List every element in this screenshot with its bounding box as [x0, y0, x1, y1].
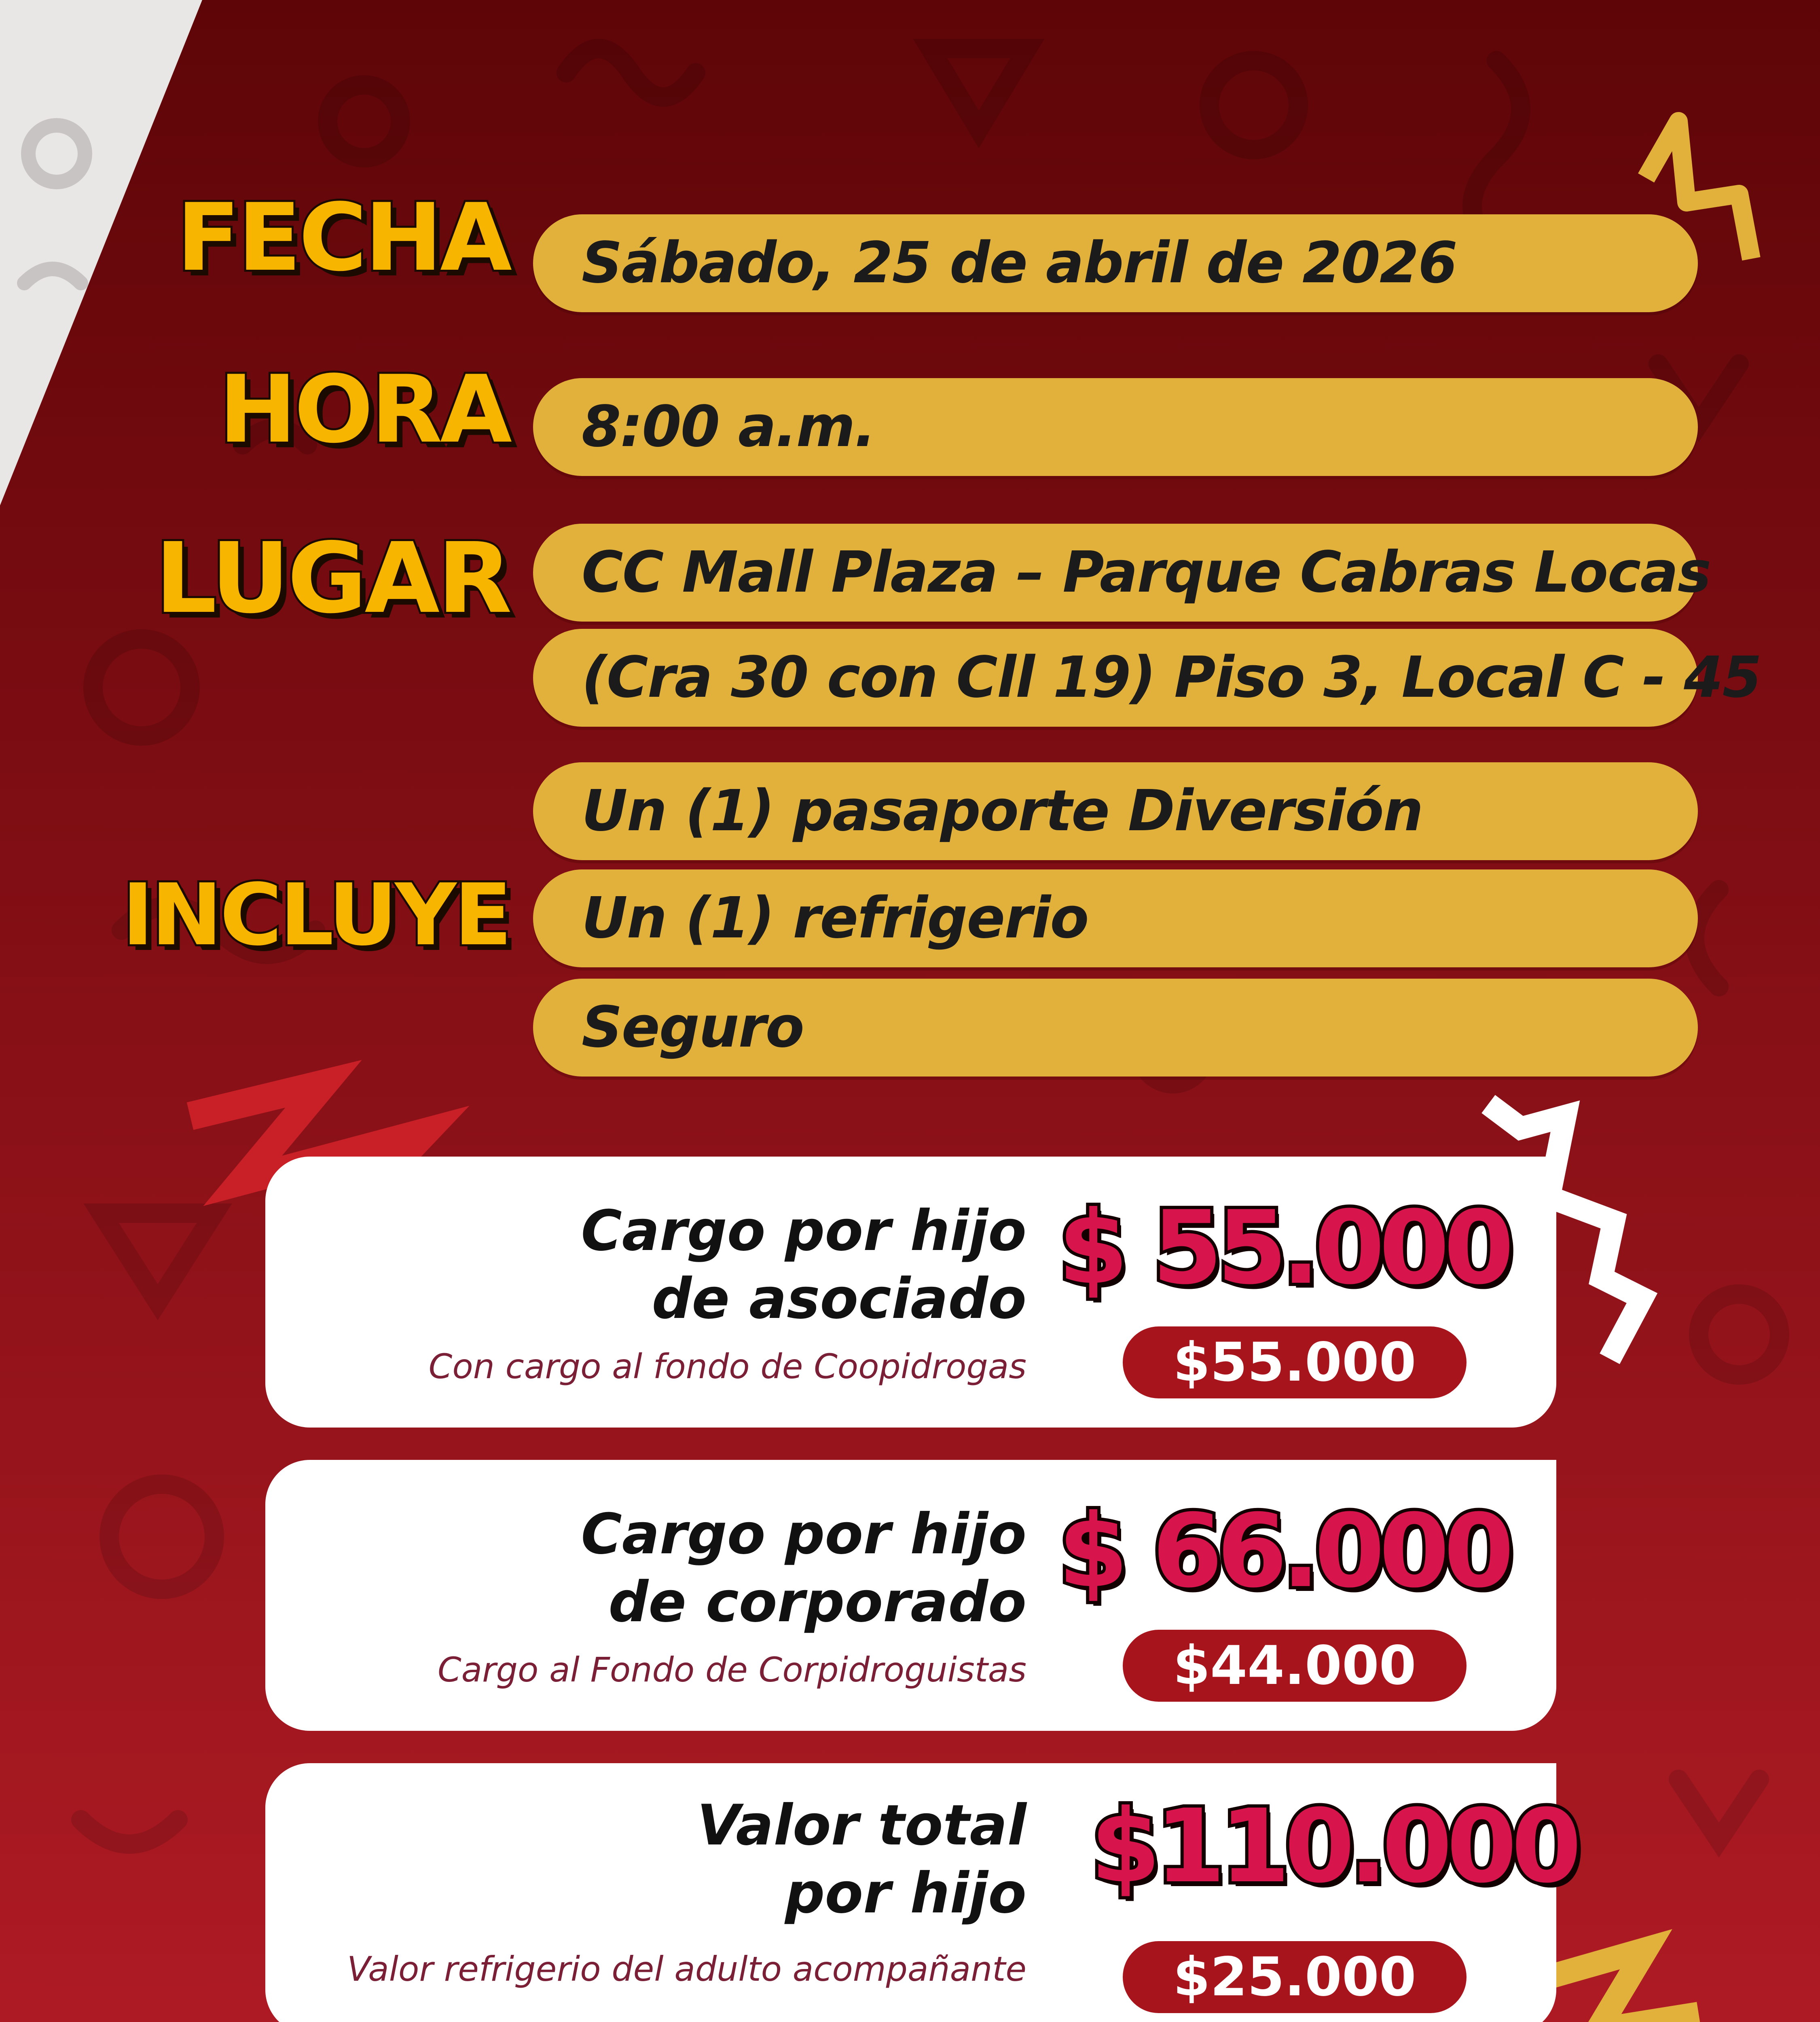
main-price: $ 55.000: [1058, 1189, 1509, 1307]
card-note: Con cargo al fondo de Coopidrogas: [428, 1347, 1026, 1386]
hora-value: 8:00 a.m.: [582, 394, 875, 460]
lugar-line-2: (Cra 30 con Cll 19) Piso 3, Local C - 45: [582, 645, 1761, 711]
hora-value-pill: [533, 378, 1698, 476]
incluye-item-pill: [533, 979, 1698, 1077]
lugar-line-1: CC Mall Plaza – Parque Cabras Locas: [582, 539, 1711, 605]
sub-price-badge: $25.000: [1123, 1941, 1467, 2013]
card-title-line: de asociado: [652, 1266, 1026, 1331]
incluye-item: Un (1) refrigerio: [582, 885, 1088, 951]
card-title-line: de corporado: [608, 1569, 1026, 1635]
card-title-line: Cargo por hijo: [581, 1502, 1026, 1567]
incluye-item: Seguro: [582, 994, 804, 1060]
incluye-item-pill: [533, 762, 1698, 860]
pricing-card-total: [265, 1763, 1576, 2022]
lugar-label: LUGAR: [155, 522, 510, 635]
card-note: Valor refrigerio del adulto acompañante: [347, 1949, 1026, 1989]
incluye-item-pill: [533, 869, 1698, 967]
lugar-value-pill: [533, 629, 1761, 727]
card-title: [298, 1500, 1026, 1636]
fecha-value: Sábado, 25 de abril de 2026: [582, 230, 1457, 296]
pricing-card-corporado: [265, 1460, 1556, 1731]
fecha-label: FECHA: [176, 184, 510, 292]
main-price: $110.000: [1090, 1787, 1576, 1905]
pricing-card-asociado: [265, 1157, 1556, 1428]
main-price: $ 66.000: [1058, 1492, 1509, 1610]
card-title-line: por hijo: [785, 1861, 1026, 1926]
card-title: [298, 1791, 1026, 1927]
sub-price-badge: $44.000: [1123, 1630, 1467, 1702]
fecha-value-pill: [533, 214, 1698, 312]
card-title-line: Cargo por hijo: [581, 1198, 1026, 1263]
lugar-value-pill: [533, 524, 1711, 622]
card-note: Cargo al Fondo de Corpidroguistas: [438, 1650, 1026, 1690]
incluye-item: Un (1) pasaporte Diversión: [582, 778, 1423, 844]
sub-price-badge: $55.000: [1123, 1326, 1467, 1398]
incluye-label: INCLUYE: [122, 865, 510, 964]
hora-label: HORA: [218, 356, 510, 464]
card-title-line: Valor total: [697, 1793, 1026, 1858]
card-title: [298, 1197, 1026, 1333]
